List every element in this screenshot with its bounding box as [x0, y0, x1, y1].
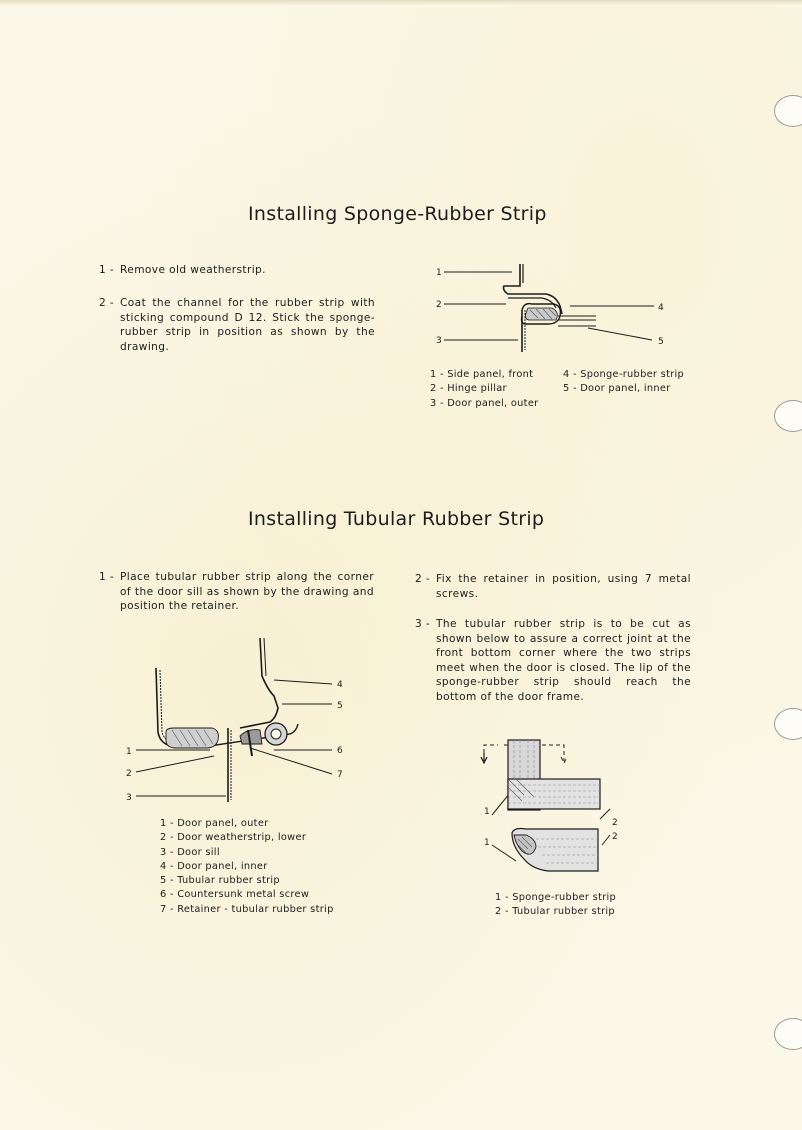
- tubular-strip-cross-section-figure: [120, 632, 355, 812]
- step-1-place: [99, 570, 379, 618]
- callout-3: 3: [436, 336, 442, 346]
- callout-5: 5: [658, 337, 664, 347]
- callout-4: 4: [337, 680, 343, 690]
- step-number: 3 -: [415, 618, 431, 630]
- callout-1: 1: [126, 747, 132, 757]
- legend-item: 5 - Tubular rubber strip: [160, 875, 280, 887]
- strip-joint-figure: [478, 735, 638, 885]
- legend-item: 7 - Retainer - tubular rubber strip: [160, 903, 334, 915]
- callout-2: 2: [436, 300, 442, 310]
- legend-item: 4 - Door panel, inner: [160, 860, 268, 872]
- step-text: Remove old weatherstrip.: [120, 264, 266, 276]
- callout-3: 3: [126, 793, 132, 803]
- step-text: Place tubular rubber strip along the corner of the door sill as shown by the drawing and position the retainer.: [120, 571, 374, 613]
- legend-item: 1 - Side panel, front: [430, 369, 534, 380]
- legend-item: 1 - Sponge-rubber strip: [495, 892, 617, 903]
- section-title-sponge: Installing Sponge-Rubber Strip: [248, 203, 547, 225]
- joint-callout-2-upper: 2: [612, 818, 618, 828]
- callout-4: 4: [658, 303, 664, 313]
- callout-6: 6: [337, 746, 343, 756]
- joint-callout-1-lower: 1: [484, 838, 490, 848]
- step-text: The tubular rubber strip is to be cut as shown below to assure a correct joint at the front bottom corner where the two strips meet when the door is closed. The lip of the sponge-rubber strip should reach the bottom of the door frame.: [436, 618, 691, 703]
- joint-callout-1-upper: 1: [484, 807, 490, 817]
- joint-legend: [495, 891, 616, 920]
- legend-item: 3 - Door panel, outer: [430, 397, 539, 409]
- tubular-legend: [160, 817, 334, 917]
- callout-2: 2: [126, 769, 132, 779]
- callout-7: 7: [337, 770, 343, 780]
- sponge-legend-left: [430, 368, 538, 411]
- legend-item: 4 - Sponge-rubber strip: [563, 369, 685, 380]
- step-2-coat: [99, 296, 379, 356]
- step-number: 2 -: [415, 573, 431, 585]
- legend-item: 2 - Tubular rubber strip: [495, 906, 615, 918]
- legend-item: 2 - Hinge pillar: [430, 383, 507, 395]
- step-number: 1 -: [99, 264, 115, 276]
- step-number: 2 -: [99, 297, 115, 309]
- sponge-strip-cross-section-figure: [430, 258, 670, 358]
- legend-item: 6 - Countersunk metal screw: [160, 889, 310, 901]
- sponge-legend-right: [563, 368, 684, 397]
- step-number: 1 -: [99, 571, 115, 583]
- step-2-fix: [415, 572, 695, 604]
- legend-item: 5 - Door panel, inner: [563, 383, 671, 395]
- legend-item: 2 - Door weatherstrip, lower: [160, 832, 307, 844]
- step-text: Coat the channel for the rubber strip with sticking compound D 12. Stick the sponge-rubber strip in position as shown by the drawing.: [120, 297, 375, 353]
- page-top-edge: [0, 0, 802, 6]
- callout-5: 5: [337, 701, 343, 711]
- step-3-cut: [415, 617, 695, 707]
- step-1-remove: [99, 263, 379, 279]
- joint-callout-2-lower: 2: [612, 832, 618, 842]
- legend-item: 1 - Door panel, outer: [160, 818, 269, 829]
- legend-item: 3 - Door sill: [160, 846, 220, 858]
- step-text: Fix the retainer in position, using 7 metal screws.: [436, 573, 691, 600]
- section-title-tubular: Installing Tubular Rubber Strip: [248, 508, 545, 530]
- callout-1: 1: [436, 268, 442, 278]
